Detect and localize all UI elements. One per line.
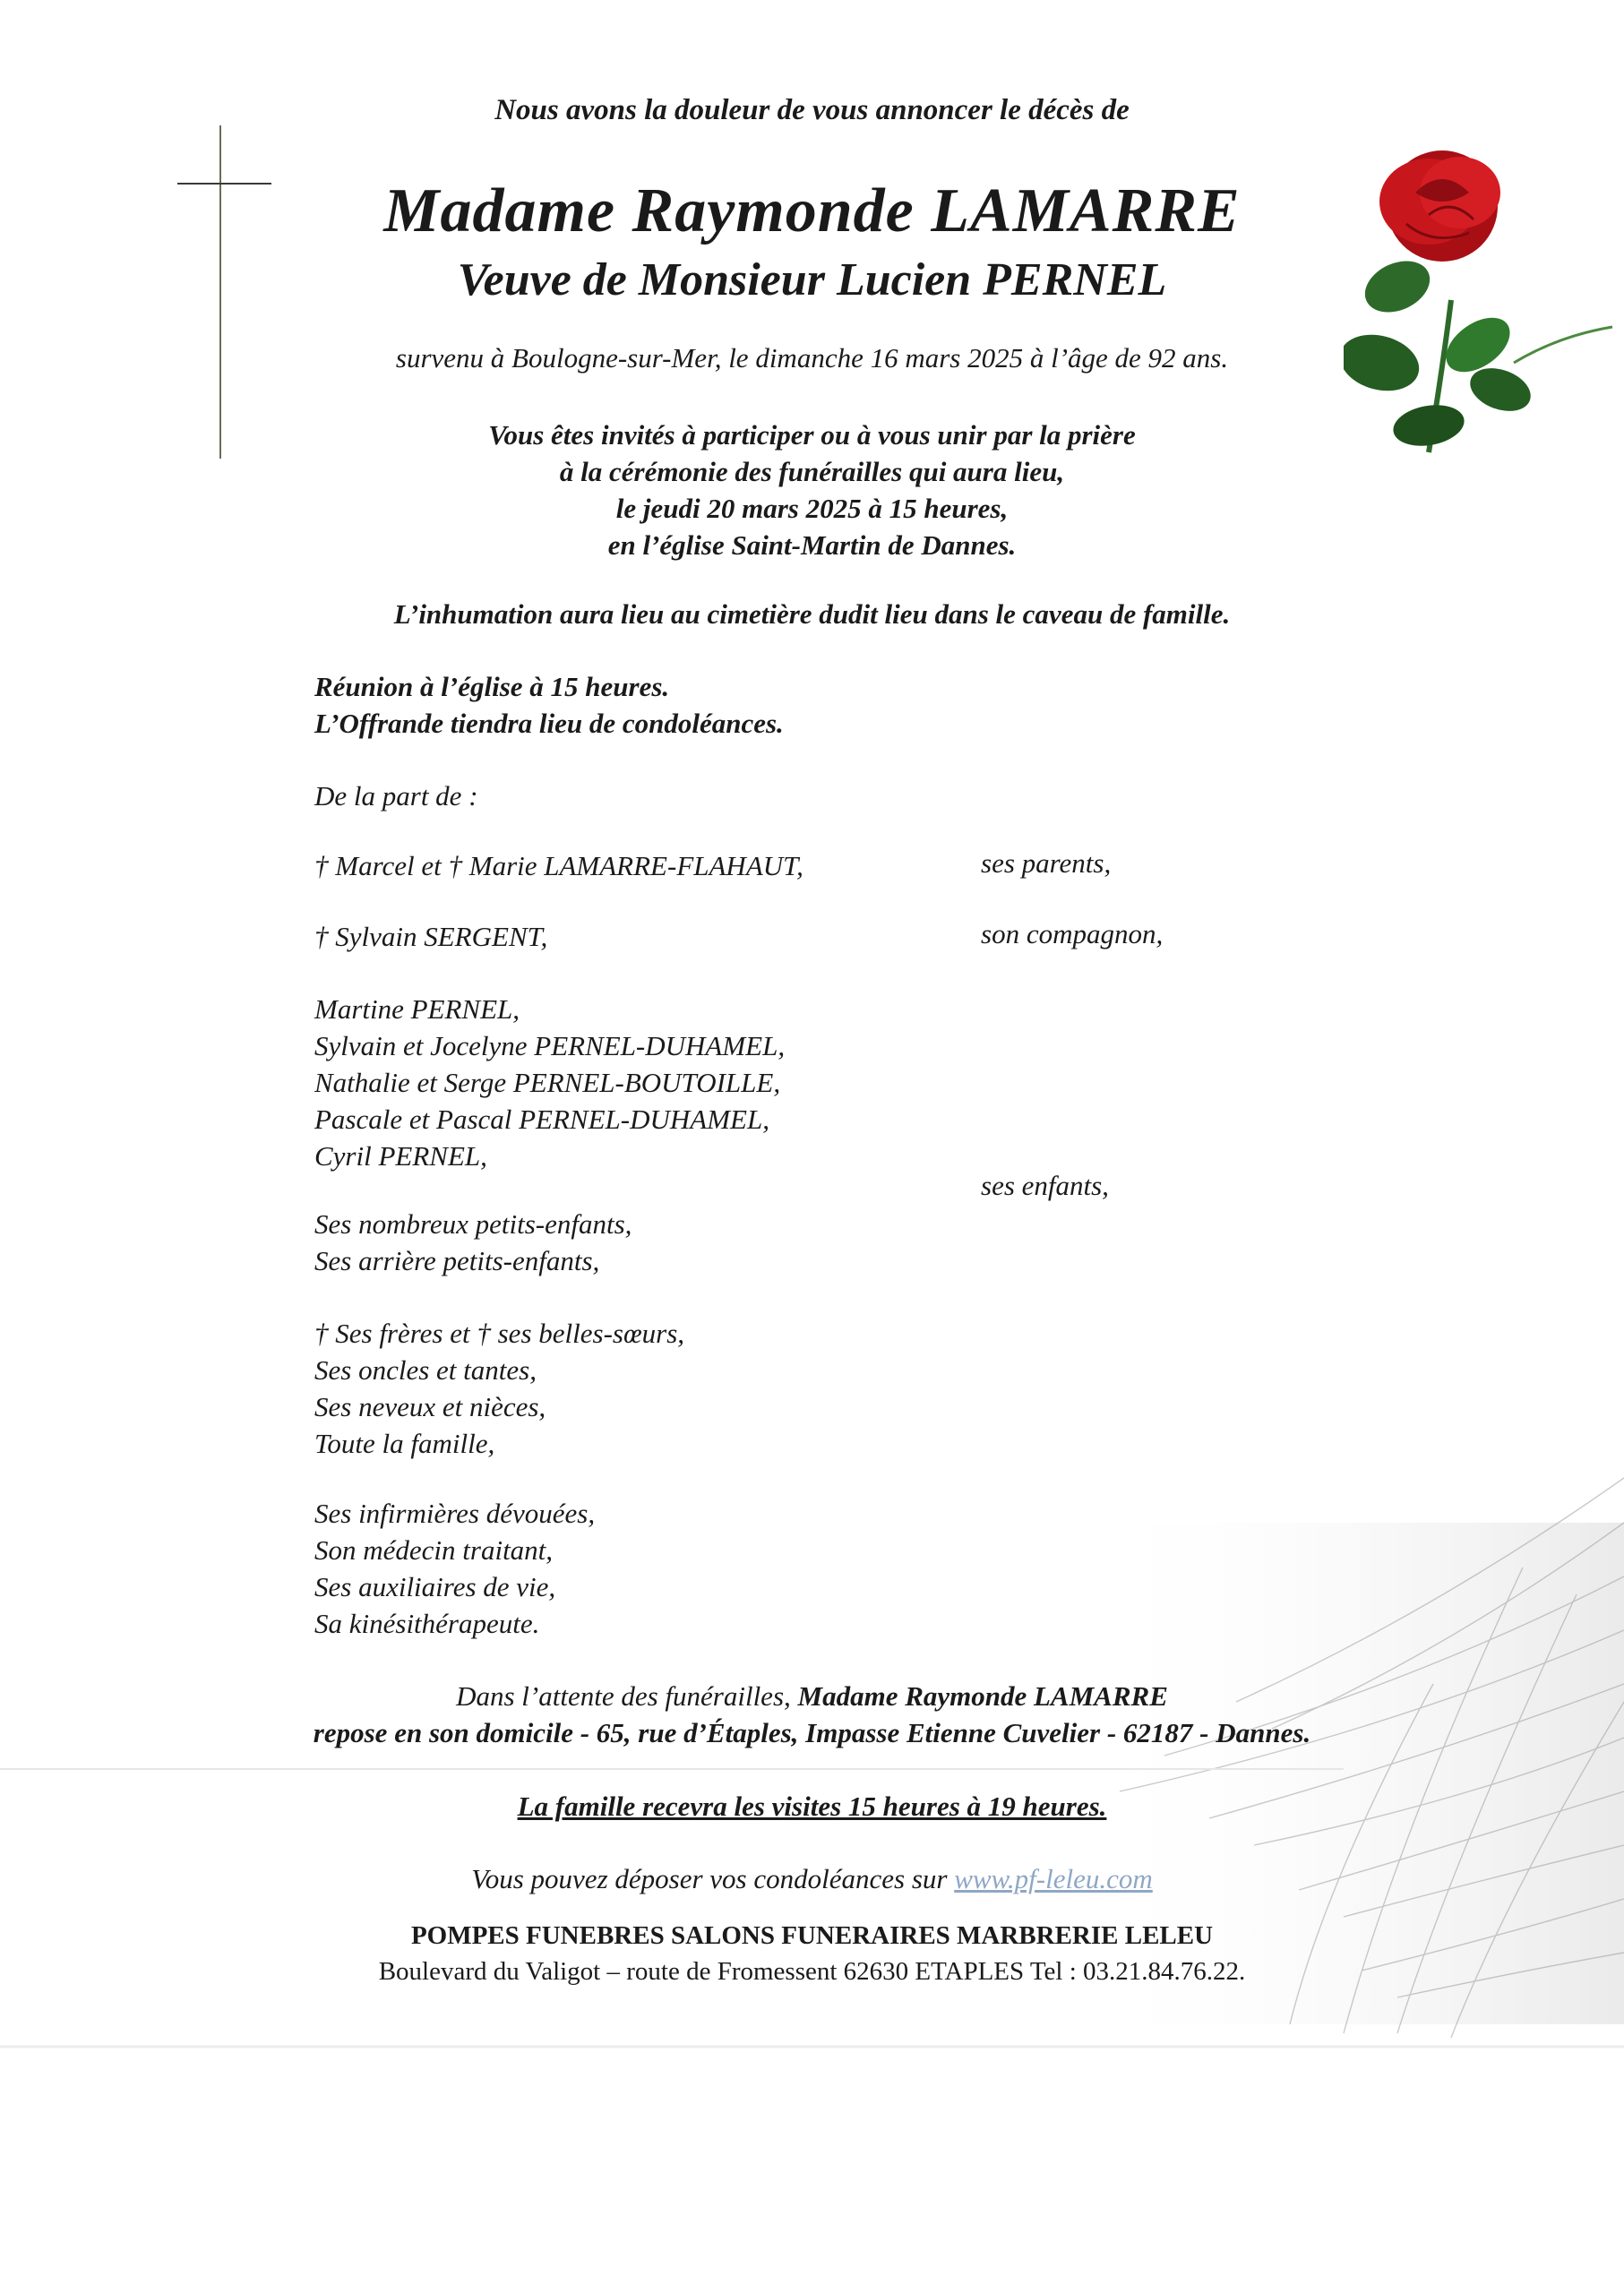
visits-notice: La famille recevra les visites 15 heures à 19 heures. — [517, 1791, 1107, 1822]
list-item: Ses infirmières dévouées, — [314, 1498, 596, 1529]
grandchildren-list — [314, 1206, 632, 1279]
list-item: Toute la famille, — [314, 1428, 495, 1459]
resting-place-notice — [0, 1678, 1624, 1751]
deceased-name: Madame Raymonde LAMARRE — [383, 176, 1241, 245]
children-relation: ses enfants, — [981, 1170, 1109, 1201]
resting-address: repose en son domicile - 65, rue d’Étaples, Impasse Etienne Cuvelier - 62187 - Dannes. — [313, 1717, 1311, 1748]
caregivers-list — [314, 1495, 595, 1642]
invitation-line: le jeudi 20 mars 2025 à 15 heures, — [615, 493, 1009, 524]
list-item: Ses nombreux petits-enfants, — [314, 1208, 632, 1240]
reunion-line: Réunion à l’église à 15 heures. — [314, 671, 670, 702]
parents-relation: ses parents, — [981, 847, 1112, 879]
list-item: Cyril PERNEL, — [314, 1140, 487, 1172]
resting-prefix: Dans l’attente des funérailles, — [456, 1680, 798, 1712]
invitation-line: à la cérémonie des funérailles qui aura lieu, — [559, 456, 1065, 487]
funeral-home-name: POMPES FUNEBRES SALONS FUNERAIRES MARBRERIE LELEU — [410, 1921, 1214, 1950]
invitation-line: en l’église Saint-Martin de Dannes. — [607, 529, 1017, 561]
condolences-text: Vous pouvez déposer vos condoléances sur — [471, 1863, 955, 1894]
list-item: Son médecin traitant, — [314, 1534, 554, 1566]
resting-line-1 — [0, 1678, 1624, 1714]
children-list — [314, 991, 785, 1174]
announcement-intro: Nous avons la douleur de vous annoncer le décès de — [494, 94, 1130, 126]
reunion-notice — [314, 668, 784, 742]
list-item: Sylvain et Jocelyne PERNEL-DUHAMEL, — [314, 1030, 786, 1061]
list-item: Ses arrière petits-enfants, — [314, 1245, 600, 1276]
reunion-line: L’Offrande tiendra lieu de condoléances. — [314, 708, 784, 739]
funeral-home-address: Boulevard du Valigot – route de Fromessent 62630 ETAPLES Tel : 03.21.84.76.22. — [378, 1957, 1246, 1986]
companion-name: † Sylvain SERGENT, — [314, 921, 548, 952]
de-la-part-de: De la part de : — [314, 780, 478, 812]
inhumation-notice: L’inhumation aura lieu au cimetière dudit lieu dans le caveau de famille. — [393, 598, 1231, 630]
family-list — [314, 1315, 684, 1462]
companion-relation: son compagnon, — [981, 918, 1164, 949]
list-item: Ses auxiliaires de vie, — [314, 1571, 556, 1602]
death-details: survenu à Boulogne-sur-Mer, le dimanche 16 mars 2025 à l’âge de 92 ans. — [395, 342, 1229, 374]
parents-names: † Marcel et † Marie LAMARRE-FLAHAUT, — [314, 850, 803, 881]
list-item: Sa kinésithérapeute. — [314, 1608, 540, 1639]
list-item: Ses oncles et tantes, — [314, 1354, 537, 1386]
widow-of: Veuve de Monsieur Lucien PERNEL — [457, 254, 1167, 305]
list-item: † Ses frères et † ses belles-sœurs, — [314, 1318, 685, 1349]
resting-name: Madame Raymonde LAMARRE — [797, 1680, 1168, 1712]
list-item: Martine PERNEL, — [314, 993, 520, 1025]
list-item: Pascale et Pascal PERNEL-DUHAMEL, — [314, 1104, 769, 1135]
ceremony-invitation — [0, 417, 1624, 563]
invitation-line: Vous êtes invités à participer ou à vous unir par la prière — [488, 419, 1136, 451]
list-item: Nathalie et Serge PERNEL-BOUTOILLE, — [314, 1067, 781, 1098]
condolences-link[interactable]: www.pf-leleu.com — [954, 1863, 1153, 1894]
condolences-notice — [0, 1863, 1624, 1895]
list-item: Ses neveux et nièces, — [314, 1391, 546, 1422]
